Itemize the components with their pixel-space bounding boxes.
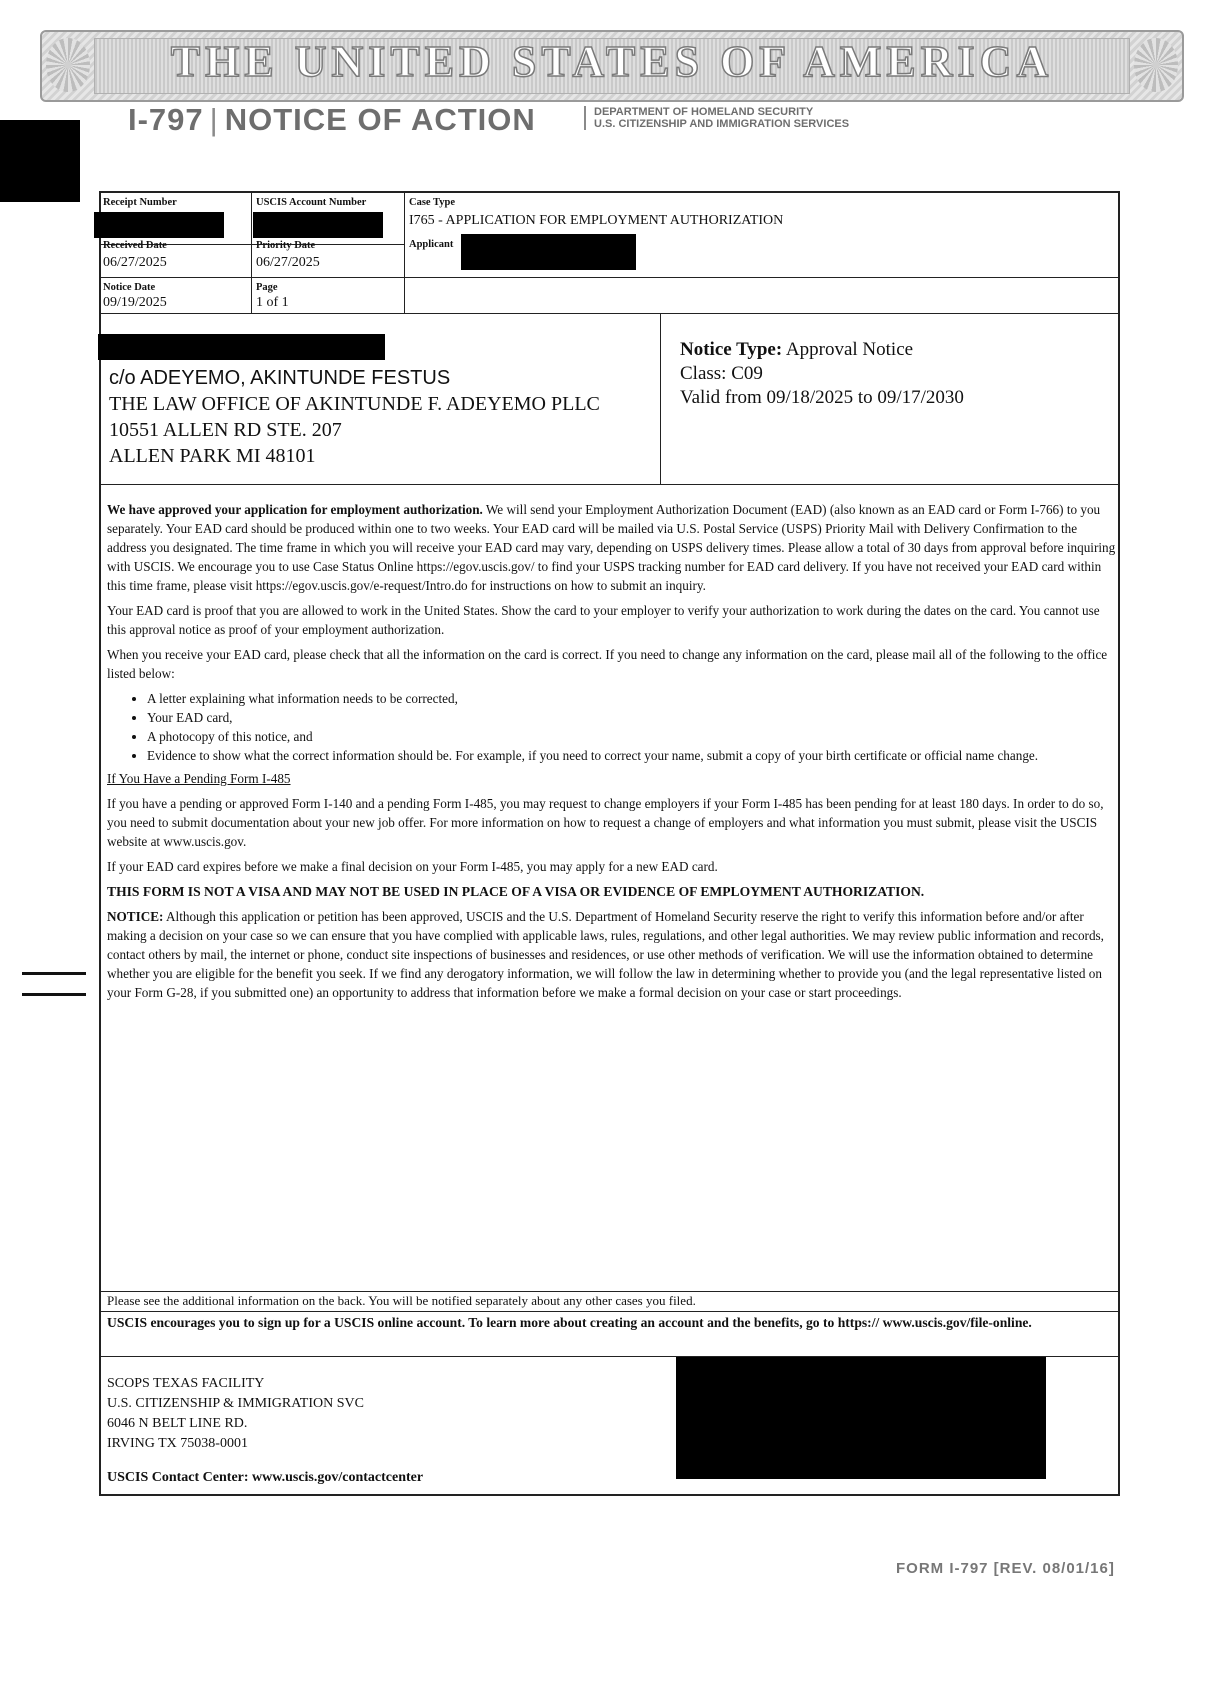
uscis-account-label: USCIS Account Number: [256, 197, 367, 208]
banner-title: THE UNITED STATES OF AMERICA: [170, 37, 1054, 86]
receipt-number-label: Receipt Number: [103, 197, 177, 208]
address-line-1: c/o ADEYEMO, AKINTUNDE FESTUS: [109, 367, 451, 389]
grid-line: [99, 313, 1120, 314]
form-title: [128, 102, 536, 138]
page-value: 1 of 1: [256, 295, 289, 310]
redaction-block-margin: [0, 120, 80, 202]
approval-lead: We have approved your application for employment authorization.: [107, 502, 483, 517]
redacted-applicant: [461, 234, 636, 270]
notice-type-label: Notice Type:: [680, 339, 783, 360]
list-item: • Evidence to show what the correct information should be. For example, if you need to correct your name, submit a copy of your birth certificate or official name change.: [147, 746, 1117, 765]
correction-list: [107, 689, 1117, 765]
paragraph-check-card: When you receive your EAD card, please check that all the information on the card is correct. If you need to change any information on the card, please mail all of the following to the office listed below:: [107, 647, 1108, 681]
list-item: • Your EAD card,: [147, 708, 1117, 727]
grid-line: [99, 1311, 1120, 1312]
department-label: [584, 106, 849, 130]
paragraph-notice: [107, 907, 1117, 1002]
address-line-2: THE LAW OFFICE OF AKINTUNDE F. ADEYEMO PLLC: [109, 393, 600, 415]
received-date-value: 06/27/2025: [103, 255, 167, 270]
notice-validity: Valid from 09/18/2025 to 09/17/2030: [680, 387, 964, 408]
grid-line: [660, 313, 661, 484]
paragraph-ead-proof: Your EAD card is proof that you are allowed to work in the United States. Show the card to your employer to verify your authorization to work during the dates on the card. You cannot use this approval notice as proof of your employment authorization.: [107, 603, 1100, 637]
grid-line: [404, 191, 405, 313]
office-line-3: 6046 N BELT LINE RD.: [107, 1416, 248, 1431]
priority-date-value: 06/27/2025: [256, 255, 320, 270]
notice-class: Class: C09: [680, 363, 763, 384]
received-date-label: Received Date: [103, 240, 167, 251]
redacted-recipient-name: [98, 334, 385, 360]
title-separator: |: [209, 102, 219, 137]
case-type-label: Case Type: [409, 197, 455, 208]
office-line-4: IRVING TX 75038-0001: [107, 1436, 248, 1451]
list-item: • A photocopy of this notice, and: [147, 727, 1117, 746]
priority-date-label: Priority Date: [256, 240, 316, 251]
mailing-address: [109, 365, 600, 469]
grid-line: [251, 191, 252, 313]
notice-type-line: [680, 338, 964, 362]
office-line-1: SCOPS TEXAS FACILITY: [107, 1376, 265, 1391]
additional-info-note: Please see the additional information on the back. You will be notified separately about any other cases you filed.: [107, 1293, 696, 1308]
notice-date-label: Notice Date: [103, 282, 156, 293]
paragraph-ead-expiry: If your EAD card expires before we make a final decision on your Form I-485, you may apply for a new EAD card.: [107, 859, 718, 874]
seal-banner: [40, 30, 1184, 102]
pending-i485-heading: If You Have a Pending Form I-485: [107, 771, 291, 786]
dept-line-2: U.S. CITIZENSHIP AND IMMIGRATION SERVICES: [594, 118, 850, 130]
applicant-label: Applicant: [409, 239, 454, 250]
grid-line: [99, 277, 1120, 278]
not-a-visa-warning: THIS FORM IS NOT A VISA AND MAY NOT BE USED IN PLACE OF A VISA OR EVIDENCE OF EMPLOYMENT AUTHORIZATION.: [107, 884, 925, 899]
approval-text: We will send your Employment Authorization Document (EAD) (also known as an EAD card or Form I-766) to you separately. Your EAD card should be produced within one to two weeks. Your EAD card will be mailed via U.S. Postal Service (USPS) Priority Mail with Delivery Confirmation to the address you designated. The time frame in which you will receive your EAD card may vary, depending on USPS delivery times. Please allow a total of 30 days from approval before inquiring with USCIS. We encourage you to use Case Status Online https://egov.uscis.gov/ to find your USPS tracking number for EAD card delivery. If you have not received your EAD card within this time frame, please visit https://egov.uscis.gov/e-request/Intro.do for instructions on how to submit an inquiry.: [107, 502, 1116, 593]
address-line-3: 10551 ALLEN RD STE. 207: [109, 419, 342, 441]
contact-center: USCIS Contact Center: www.uscis.gov/contactcenter: [107, 1470, 424, 1485]
notice-type-value: Approval Notice: [785, 339, 914, 360]
office-line-2: U.S. CITIZENSHIP & IMMIGRATION SVC: [107, 1396, 364, 1411]
redacted-account-number: [253, 212, 383, 238]
notice-date-value: 09/19/2025: [103, 295, 167, 310]
address-line-4: ALLEN PARK MI 48101: [109, 445, 316, 467]
redacted-receipt-number: [94, 212, 224, 238]
notice-type-block: [680, 338, 964, 410]
service-center-address: [107, 1374, 364, 1454]
notice-lead: NOTICE:: [107, 909, 164, 924]
form-revision: FORM I-797 [REV. 08/01/16]: [896, 1560, 1115, 1577]
online-account-note: USCIS encourages you to sign up for a USCIS online account. To learn more about creating an account and the benefits, go to https:// www.uscis.gov/file-online.: [107, 1315, 1032, 1330]
form-name: NOTICE OF ACTION: [224, 102, 536, 137]
paragraph-approval: [107, 500, 1117, 595]
case-type-value: I765 - APPLICATION FOR EMPLOYMENT AUTHORIZATION: [409, 213, 784, 228]
list-item: • A letter explaining what information needs to be corrected,: [147, 689, 1117, 708]
rosette-ornament-right: [1134, 38, 1178, 92]
grid-line: [99, 1291, 1120, 1292]
notice-body: [107, 500, 1117, 1008]
grid-line: [99, 484, 1120, 485]
form-id: I-797: [128, 102, 204, 137]
margin-mark: [22, 993, 86, 996]
dept-line-1: DEPARTMENT OF HOMELAND SECURITY: [594, 106, 814, 118]
margin-mark: [22, 972, 86, 975]
page-label: Page: [256, 282, 278, 293]
notice-text: Although this application or petition has been approved, USCIS and the U.S. Department of Homeland Security reserve the right to verify this information before and/or after making a decision on your case so we can ensure that you have complied with applicable laws, rules, regulations, and other legal authorities. We may review public information and records, contact others by mail, the internet or phone, conduct site inspections of businesses and residences, or use other methods of verification. We will use the information obtained to determine whether you are eligible for the benefit you seek. If we find any derogatory information, we will follow the law in determining whether to provide you (and the legal representative listed on your Form G-28, if you submitted one) an opportunity to address that information before we make a formal decision on your case or start proceedings.: [107, 909, 1104, 1000]
redacted-barcode-block: [676, 1357, 1046, 1479]
paragraph-pending-i485: If you have a pending or approved Form I-140 and a pending Form I-485, you may request to change employers if your Form I-485 has been pending for at least 180 days. In order to do so, you need to submit documentation about your new job offer. For more information on how to request a change of employers and what information you must submit, please visit the USCIS website at www.uscis.gov.: [107, 796, 1104, 849]
